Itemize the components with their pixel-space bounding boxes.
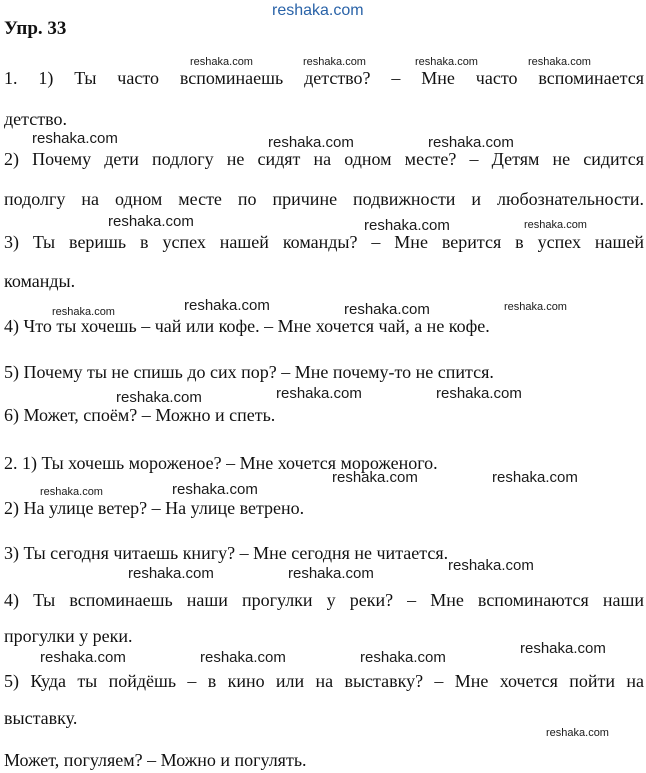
text-line: прогулки у реки. — [4, 626, 133, 646]
text-line: 4) Что ты хочешь – чай или кофе. – Мне хочется чай, а не кофе. — [4, 316, 490, 336]
watermark: reshaka.com — [52, 306, 115, 318]
text-line: 3) Ты сегодня читаешь книгу? – Мне сегодня не читается. — [4, 543, 449, 563]
text-line: 6) Может, споём? – Можно и спеть. — [4, 405, 276, 425]
watermark: reshaka.com — [172, 481, 258, 498]
watermark: reshaka.com — [268, 134, 354, 151]
watermark: reshaka.com — [492, 469, 578, 486]
watermark: reshaka.com — [184, 297, 270, 314]
watermark: reshaka.com — [128, 565, 214, 582]
text-line: команды. — [4, 271, 76, 291]
text-line: выставку. — [4, 708, 78, 728]
text-line: подолгу на одном месте по причине подвижности и любознательности. — [4, 189, 644, 209]
text-line: 1. 1) Ты часто вспоминаешь детство? – Мне часто вспоминается — [4, 68, 644, 88]
watermark: reshaka.com — [288, 565, 374, 582]
text-line: 5) Почему ты не спишь до сих пор? – Мне почему-то не спится. — [4, 362, 494, 382]
watermark: reshaka.com — [415, 56, 478, 68]
watermark: reshaka.com — [546, 727, 609, 739]
watermark: reshaka.com — [32, 130, 118, 147]
watermark: reshaka.com — [40, 649, 126, 666]
watermark: reshaka.com — [520, 640, 606, 657]
watermark: reshaka.com — [360, 649, 446, 666]
watermark: reshaka.com — [428, 134, 514, 151]
watermark: reshaka.com — [40, 486, 103, 498]
watermark: reshaka.com — [344, 301, 430, 318]
watermark: reshaka.com — [108, 213, 194, 230]
text-line: 2) На улице ветер? – На улице ветрено. — [4, 498, 305, 518]
watermark: reshaka.com — [303, 56, 366, 68]
watermark: reshaka.com — [436, 385, 522, 402]
watermark: reshaka.com — [528, 56, 591, 68]
watermark: reshaka.com — [448, 557, 534, 574]
watermark: reshaka.com — [504, 301, 567, 313]
watermark: reshaka.com — [272, 2, 364, 19]
watermark: reshaka.com — [276, 385, 362, 402]
text-line: 3) Ты веришь в успех нашей команды? – Мне верится в успех нашей — [4, 232, 644, 252]
watermark: reshaka.com — [364, 217, 450, 234]
watermark: reshaka.com — [190, 56, 253, 68]
text-line: 2) Почему дети подлогу не сидят на одном месте? – Детям не сидится — [4, 149, 644, 169]
text-line: 2. 1) Ты хочешь мороженое? – Мне хочется мороженого. — [4, 453, 438, 473]
watermark: reshaka.com — [116, 389, 202, 406]
watermark: reshaka.com — [332, 469, 418, 486]
watermark: reshaka.com — [200, 649, 286, 666]
exercise-title: Упр. 33 — [4, 18, 67, 39]
watermark: reshaka.com — [524, 219, 587, 231]
text-line: детство. — [4, 109, 67, 129]
text-line: 4) Ты вспоминаешь наши прогулки у реки? – Мне вспоминаются наши — [4, 590, 644, 610]
text-line: 5) Куда ты пойдёшь – в кино или на выставку? – Мне хочется пойти на — [4, 671, 644, 691]
text-line: Может, погуляем? – Можно и погулять. — [4, 750, 307, 770]
